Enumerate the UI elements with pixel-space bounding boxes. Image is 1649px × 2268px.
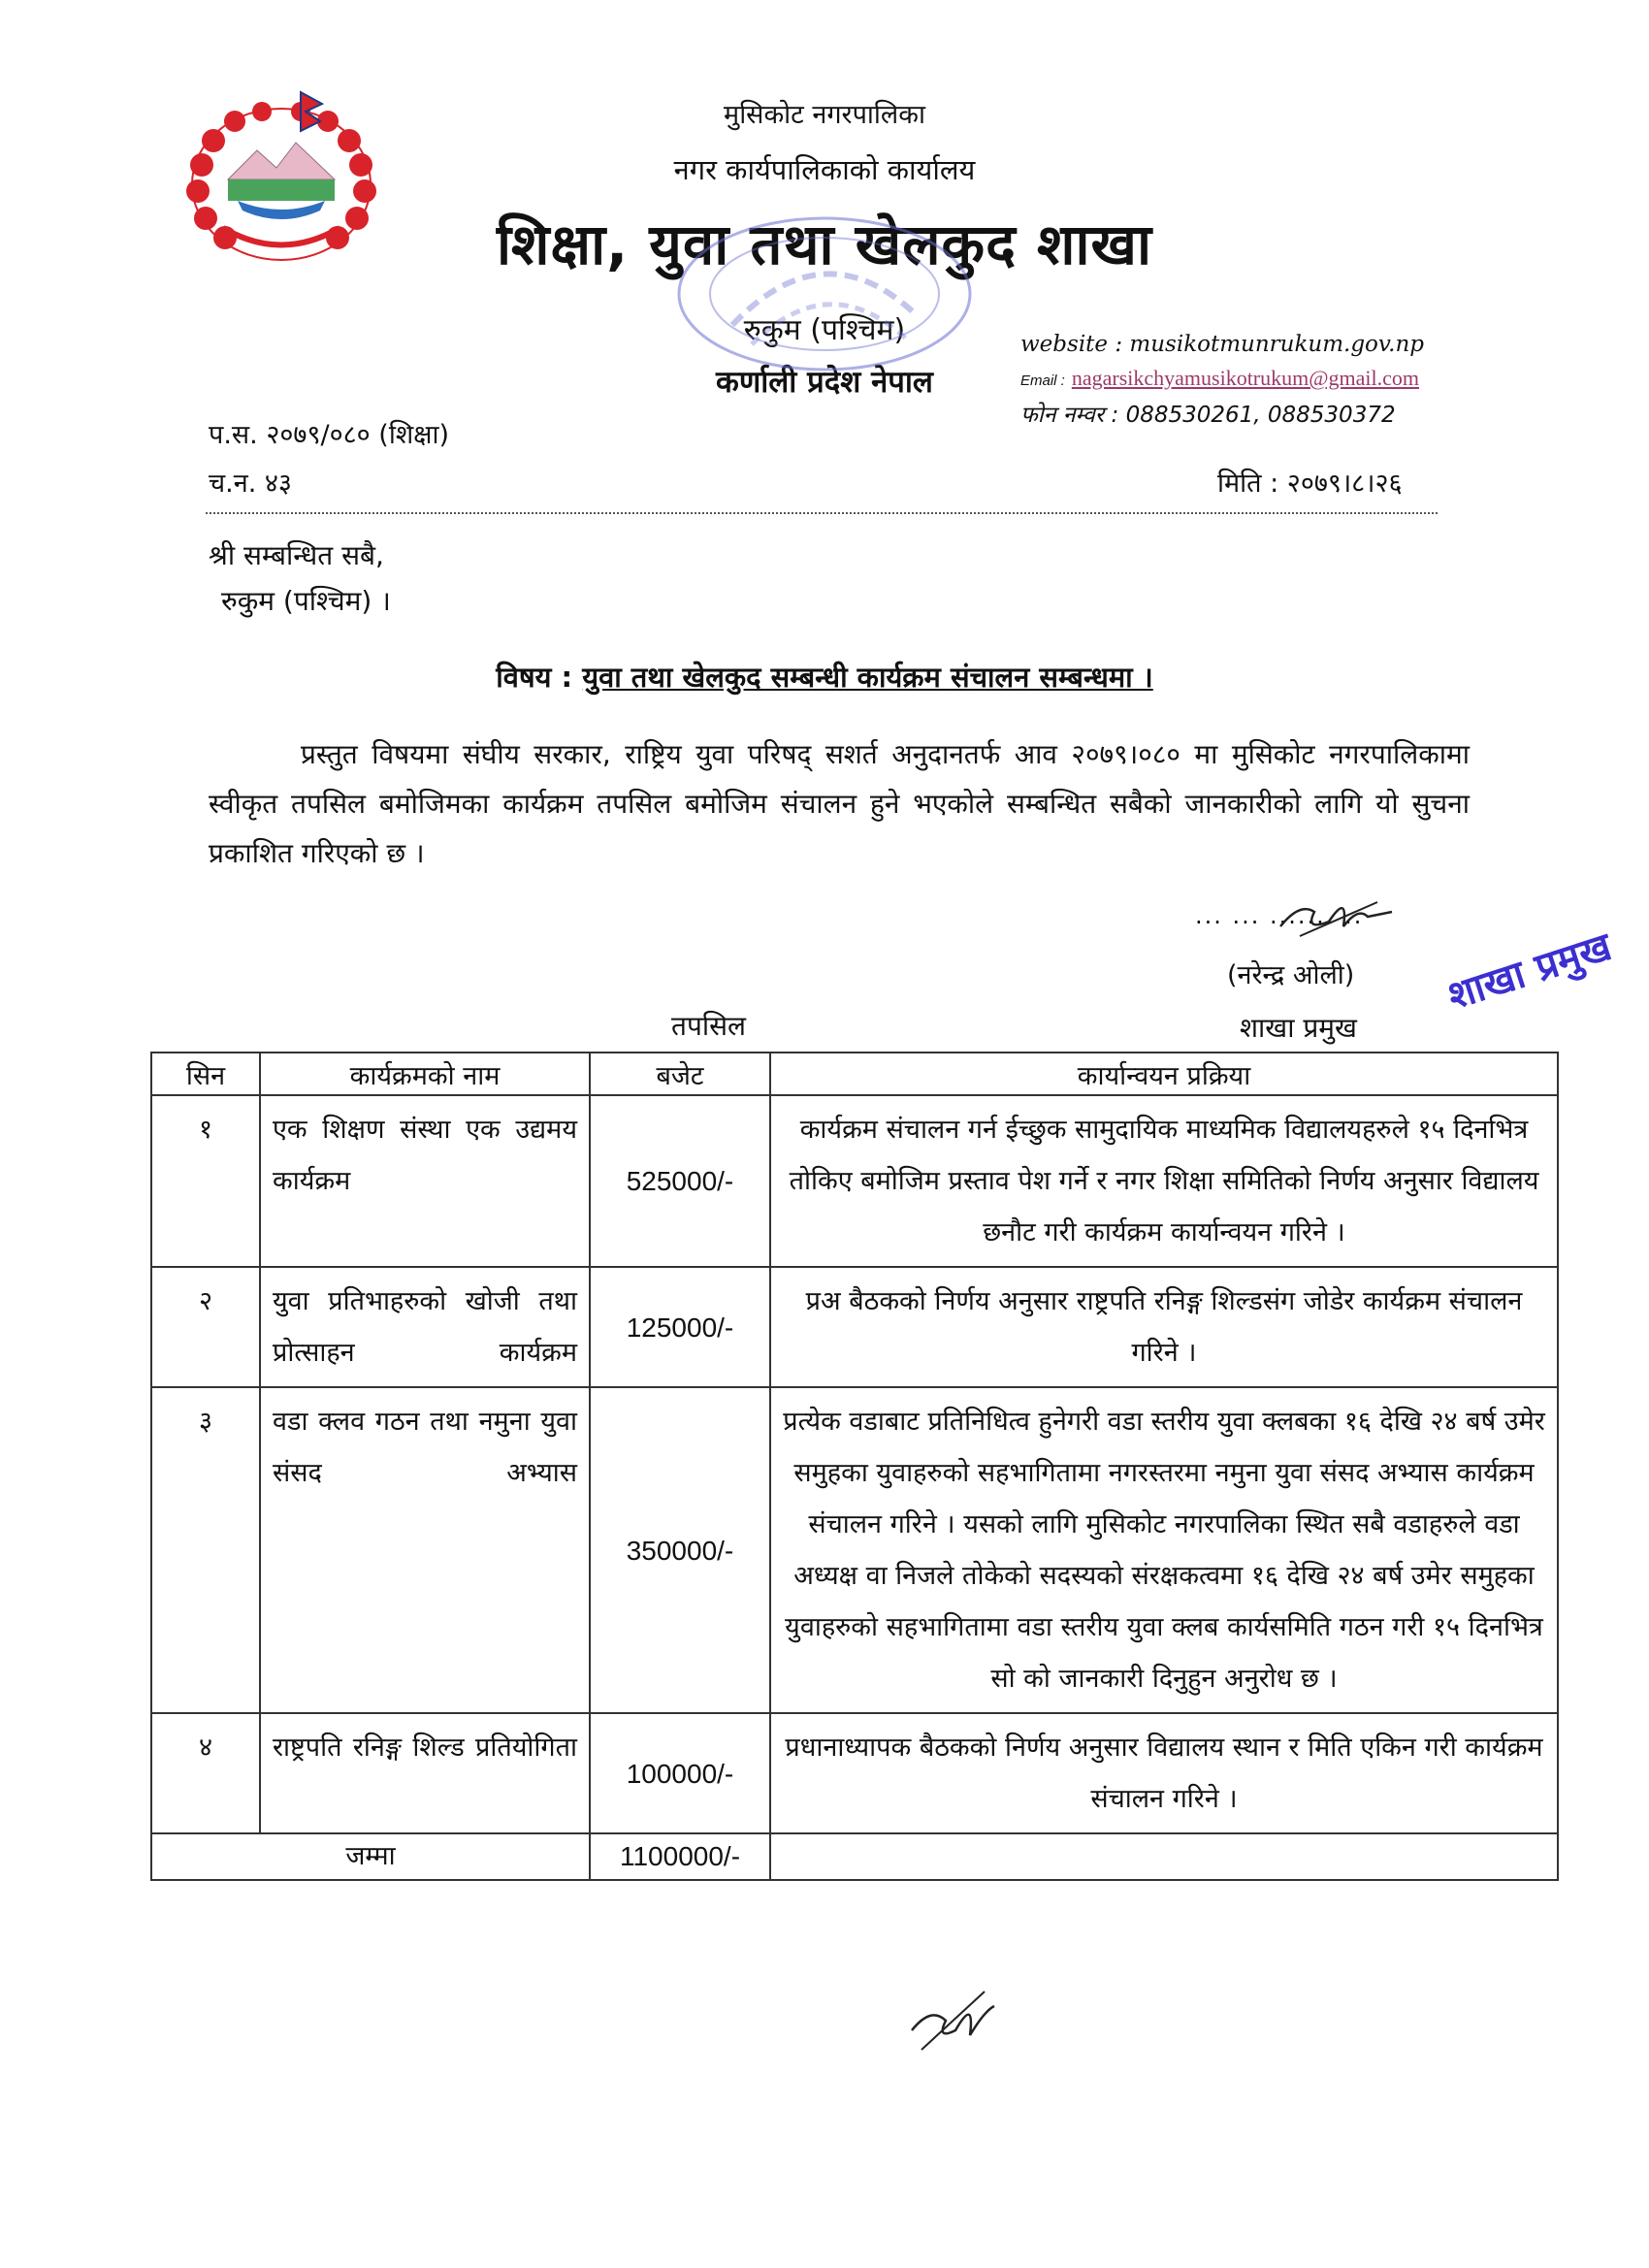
cell-serial: १ xyxy=(151,1095,260,1267)
office-name: नगर कार्यपालिकाको कार्यालय xyxy=(673,153,976,186)
table-row xyxy=(151,1267,1558,1387)
handwritten-signature xyxy=(1261,883,1406,951)
total-label: जम्मा xyxy=(151,1833,590,1880)
website-text: website : musikotmunrukum.gov.np xyxy=(1020,332,1425,357)
subject-label: विषय : xyxy=(496,661,573,694)
table-row xyxy=(151,1095,1558,1267)
cell-budget: 525000/- xyxy=(590,1095,770,1267)
table-row xyxy=(151,1387,1558,1713)
letter-date: मिति : २०७९।८।२६ xyxy=(1217,469,1403,499)
dispatch-number: च.न. ४३ xyxy=(209,469,292,499)
signatory-name: (नरेन्द्र ओली) xyxy=(1227,960,1355,990)
email-link[interactable]: nagarsikchyamusikotrukum@gmail.com xyxy=(1071,366,1419,390)
cell-program-name: युवा प्रतिभाहरुको खोजी तथा प्रोत्साहन कार्यक्रम xyxy=(260,1267,590,1387)
addressee-line1: श्री सम्बन्धित सबै, xyxy=(209,539,384,571)
municipality-name: मुसिकोट नगरपालिका xyxy=(724,100,925,130)
table-row xyxy=(151,1713,1558,1833)
cell-budget: 125000/- xyxy=(590,1267,770,1387)
subject-text: युवा तथा खेलकुद सम्बन्धी कार्यक्रम संचालन सम्बन्धमा । xyxy=(582,661,1153,694)
cell-process: प्रधानाध्यापक बैठकको निर्णय अनुसार विद्यालय स्थान र मिति एकिन गरी कार्यक्रम संचालन गरिने । xyxy=(770,1713,1558,1833)
cell-process: कार्यक्रम संचालन गर्न ईच्छुक सामुदायिक माध्यमिक विद्यालयहरुले १५ दिनभित्र तोकिए बमोजिम प्रस्ताव पेश गर्ने र नगर शिक्षा समितिको निर्णय अनुसार विद्यालय छनौट गरी कार्यक्रम कार्यान्वयन गरिने । xyxy=(770,1095,1558,1267)
cell-program-name: एक शिक्षण संस्था एक उद्यमय कार्यक्रम xyxy=(260,1095,590,1267)
cell-budget: 350000/- xyxy=(590,1387,770,1713)
initial-signature xyxy=(897,1977,1004,2059)
header-program-name: कार्यक्रमको नाम xyxy=(260,1053,590,1095)
designation-stamp: शाखा प्रमुख xyxy=(1442,923,1617,1020)
table-caption: तपसिल xyxy=(671,1010,747,1042)
total-empty-cell xyxy=(770,1833,1558,1880)
cell-program-name: वडा क्लव गठन तथा नमुना युवा संसद अभ्यास xyxy=(260,1387,590,1713)
phone-text: फोन नम्वर : 088530261, 088530372 xyxy=(1020,403,1396,428)
table-header-row xyxy=(151,1053,1558,1095)
addressee-line2: रुकुम (पश्चिम) । xyxy=(221,585,391,617)
signatory-role: शाखा प्रमुख xyxy=(1240,1012,1357,1044)
total-budget: 1100000/- xyxy=(590,1833,770,1880)
email-line xyxy=(1020,366,1419,391)
subject-line xyxy=(0,658,1649,696)
cell-process: प्रअ बैठकको निर्णय अनुसार राष्ट्रपति रनिङ्ग शिल्डसंग जोडेर कार्यक्रम संचालन गरिने । xyxy=(770,1267,1558,1387)
cell-serial: ४ xyxy=(151,1713,260,1833)
header-serial: सिन xyxy=(151,1053,260,1095)
cell-budget: 100000/- xyxy=(590,1713,770,1833)
cell-serial: ३ xyxy=(151,1387,260,1713)
reference-number: प.स. २०७९/०८० (शिक्षा) xyxy=(209,420,450,450)
department-title: शिक्षा, युवा तथा खेलकुद शाखा xyxy=(497,211,1152,277)
cell-process: प्रत्येक वडाबाट प्रतिनिधित्व हुनेगरी वडा स्तरीय युवा क्लबका १६ देखि २४ बर्ष उमेर समुहका युवाहरुको सहभागितामा नगरस्तरमा नमुना युवा संसद अभ्यास कार्यक्रम संचालन गरिने । यसको लागि मुसिकोट नगरपालिका स्थित सबै वडाहरुले वडा अध्यक्ष वा निजले तोकेको सदस्यको संरक्षकत्वमा १६ देखि २४ बर्ष उमेर समुहका युवाहरुको सहभागितामा वडा स्तरीय युवा क्लब कार्यसमिति गठन गरी १५ दिनभित्र सो को जानकारी दिनुहुन अनुरोध छ । xyxy=(770,1387,1558,1713)
header-budget: बजेट xyxy=(590,1053,770,1095)
programme-table xyxy=(150,1052,1559,1881)
email-label: Email : xyxy=(1020,373,1065,389)
office-seal-stamp xyxy=(664,209,985,378)
district-name: रुकुम (पश्चिम) xyxy=(743,313,906,347)
body-paragraph: प्रस्तुत विषयमा संघीय सरकार, राष्ट्रिय युवा परिषद् सशर्त अनुदानतर्फ आव २०७९।०८० मा मुसिकोट नगरपालिकामा स्वीकृत तपसिल बमोजिमका कार्यक्रम तपसिल बमोजिम संचालन हुने भएकोले सम्बन्धित सबैको जानकारीको लागि यो सुचना प्रकाशित गरिएको छ । xyxy=(209,738,1470,869)
province-name: कर्णाली प्रदेश नेपाल xyxy=(716,365,933,400)
header-divider xyxy=(206,512,1438,514)
cell-program-name: राष्ट्रपति रनिङ्ग शिल्ड प्रतियोगिता xyxy=(260,1713,590,1833)
cell-serial: २ xyxy=(151,1267,260,1387)
signature-dots: ... ... ....... .. xyxy=(1195,902,1364,929)
header-process: कार्यान्वयन प्रक्रिया xyxy=(770,1053,1558,1095)
table-total-row xyxy=(151,1833,1558,1880)
